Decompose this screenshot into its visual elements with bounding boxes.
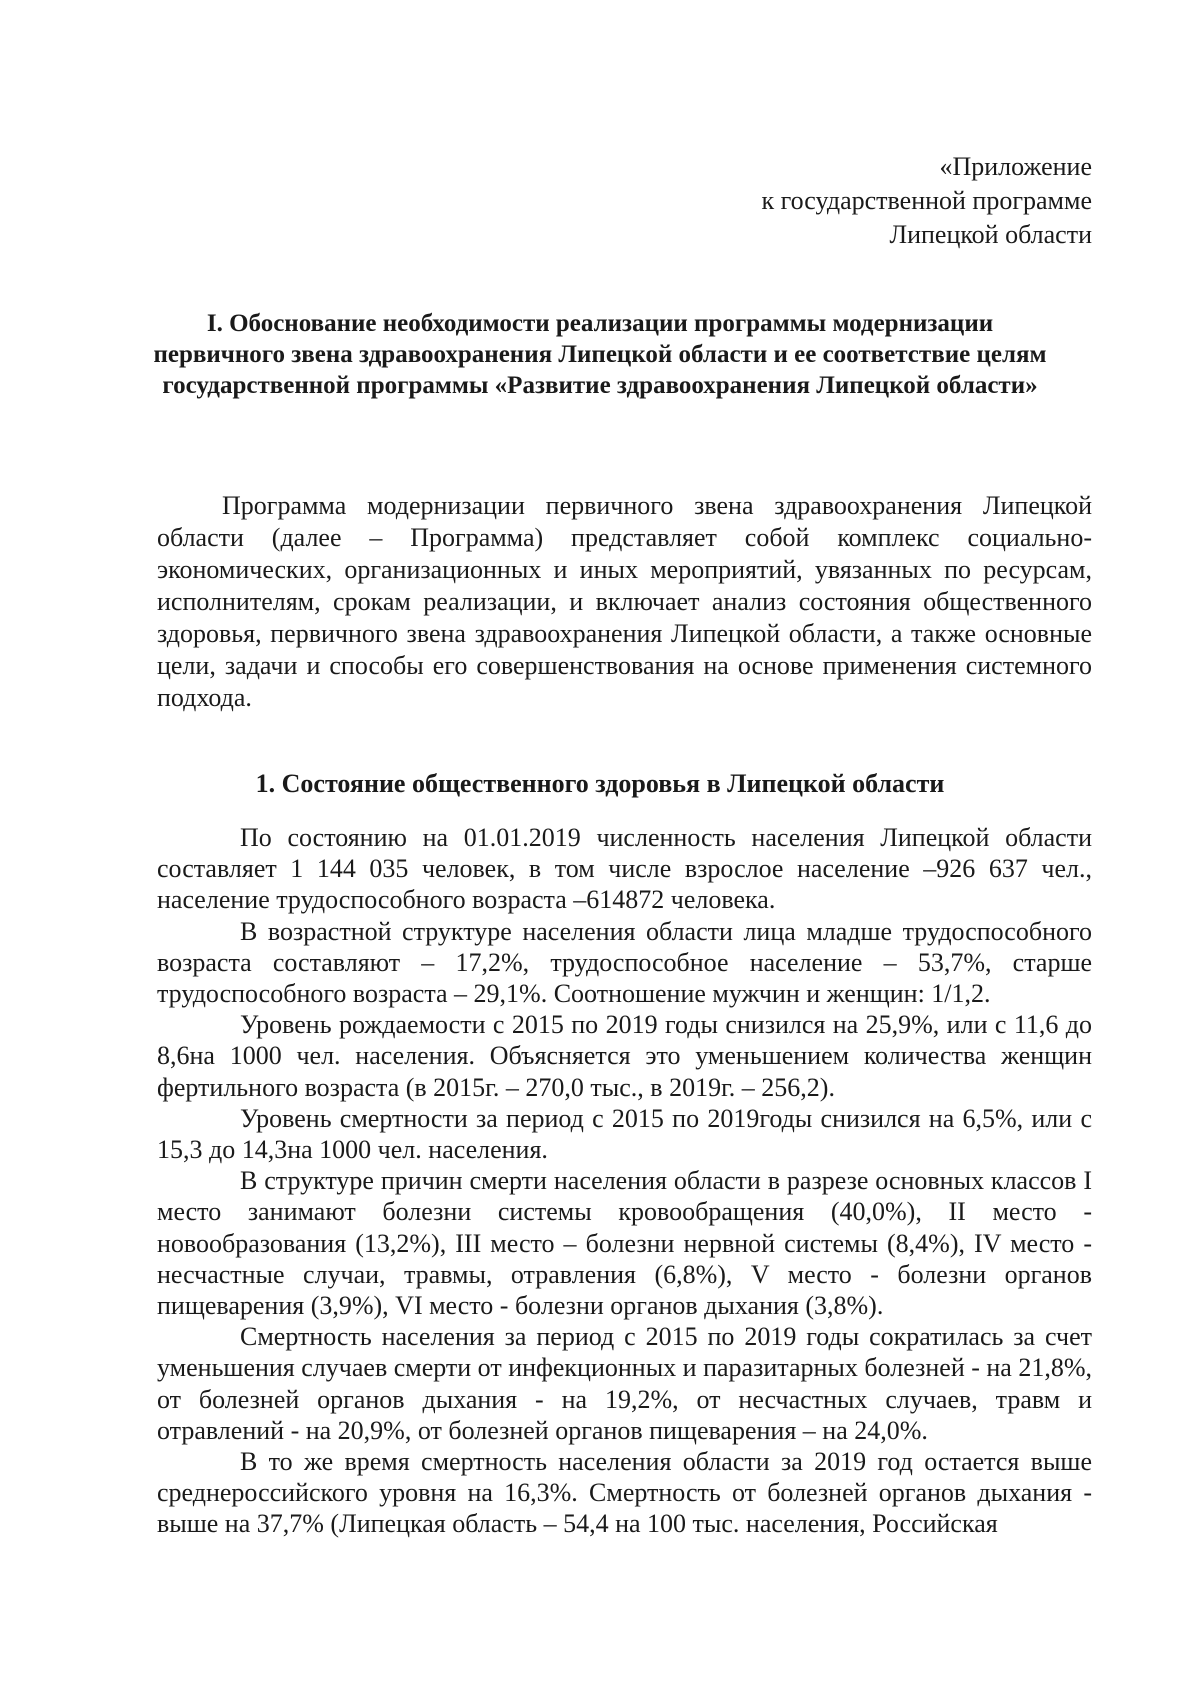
paragraph: В структуре причин смерти населения области в разрезе основных классов I место занимают болезни системы кровообращения (40,0%), II место - новообразования (13,2%), III место – болезни нервной системы (8,4%), IV место - несчастные случаи, травмы, отравления (6,8%), V место - болезни органов пищеварения (3,9%), VI место - болезни органов дыхания (3,8%). xyxy=(157,1166,1092,1321)
intro-paragraph: Программа модернизации первичного звена здравоохранения Липецкой области (далее – Программа) представляет собой комплекс социально-экономических, организационных и иных мероприятий, увязанных по ресурсам, исполнителям, срокам реализации, и включает анализ состояния общественного здоровья, первичного звена здравоохранения Липецкой области, а также основные цели, задачи и способы его совершенствования на основе применения системного подхода. xyxy=(157,491,1092,712)
section-title: I. Обоснование необходимости реализации программы модернизации первичного звена здравоохранения Липецкой области и ее соответствие целям государственной программы «Развитие здравоохранения Липецкой области» xyxy=(153,310,1047,399)
paragraph: По состоянию на 01.01.2019 численность населения Липецкой области составляет 1 144 035 человек, в том числе взрослое население –926 637 чел., население трудоспособного возраста –614872 человека. xyxy=(157,823,1092,915)
appendix-line-1: «Приложение xyxy=(939,152,1092,181)
paragraph: Смертность населения за период с 2015 по 2019 годы сократилась за счет уменьшения случаев смерти от инфекционных и паразитарных болезней - на 21,8%, от болезней органов дыхания - на 19,2%, от несчастных случаев, травм и отравлений - на 20,9%, от болезней органов пищеварения – на 24,0%. xyxy=(157,1322,1092,1445)
appendix-header xyxy=(762,150,1093,252)
subsection-title: 1. Состояние общественного здоровья в Липецкой области xyxy=(255,769,945,798)
paragraph: В то же время смертность населения области за 2019 год остается выше среднероссийского уровня на 16,3%. Смертность от болезней органов дыхания - выше на 37,7% (Липецкая область – 54,4 на 100 тыс. населения, Российская xyxy=(157,1447,1092,1539)
appendix-line-2: к государственной программе xyxy=(761,186,1092,215)
body-text xyxy=(157,822,1092,1540)
paragraph: Уровень рождаемости с 2015 по 2019 годы снизился на 25,9%, или с 11,6 до 8,6на 1000 чел. населения. Объясняется это уменьшением количества женщин фертильного возраста (в 2015г. – 270,0 тыс., в 2019г. – 256,2). xyxy=(157,1010,1092,1102)
paragraph: В возрастной структуре населения области лица младше трудоспособного возраста составляют – 17,2%, трудоспособное население – 53,7%, старше трудоспособного возраста – 29,1%. Соотношение мужчин и женщин: 1/1,2. xyxy=(157,916,1092,1009)
appendix-line-3: Липецкой области xyxy=(889,220,1092,249)
paragraph: Уровень смертности за период с 2015 по 2019годы снизился на 6,5%, или с 15,3 до 14,3на 1000 чел. населения. xyxy=(157,1103,1092,1165)
